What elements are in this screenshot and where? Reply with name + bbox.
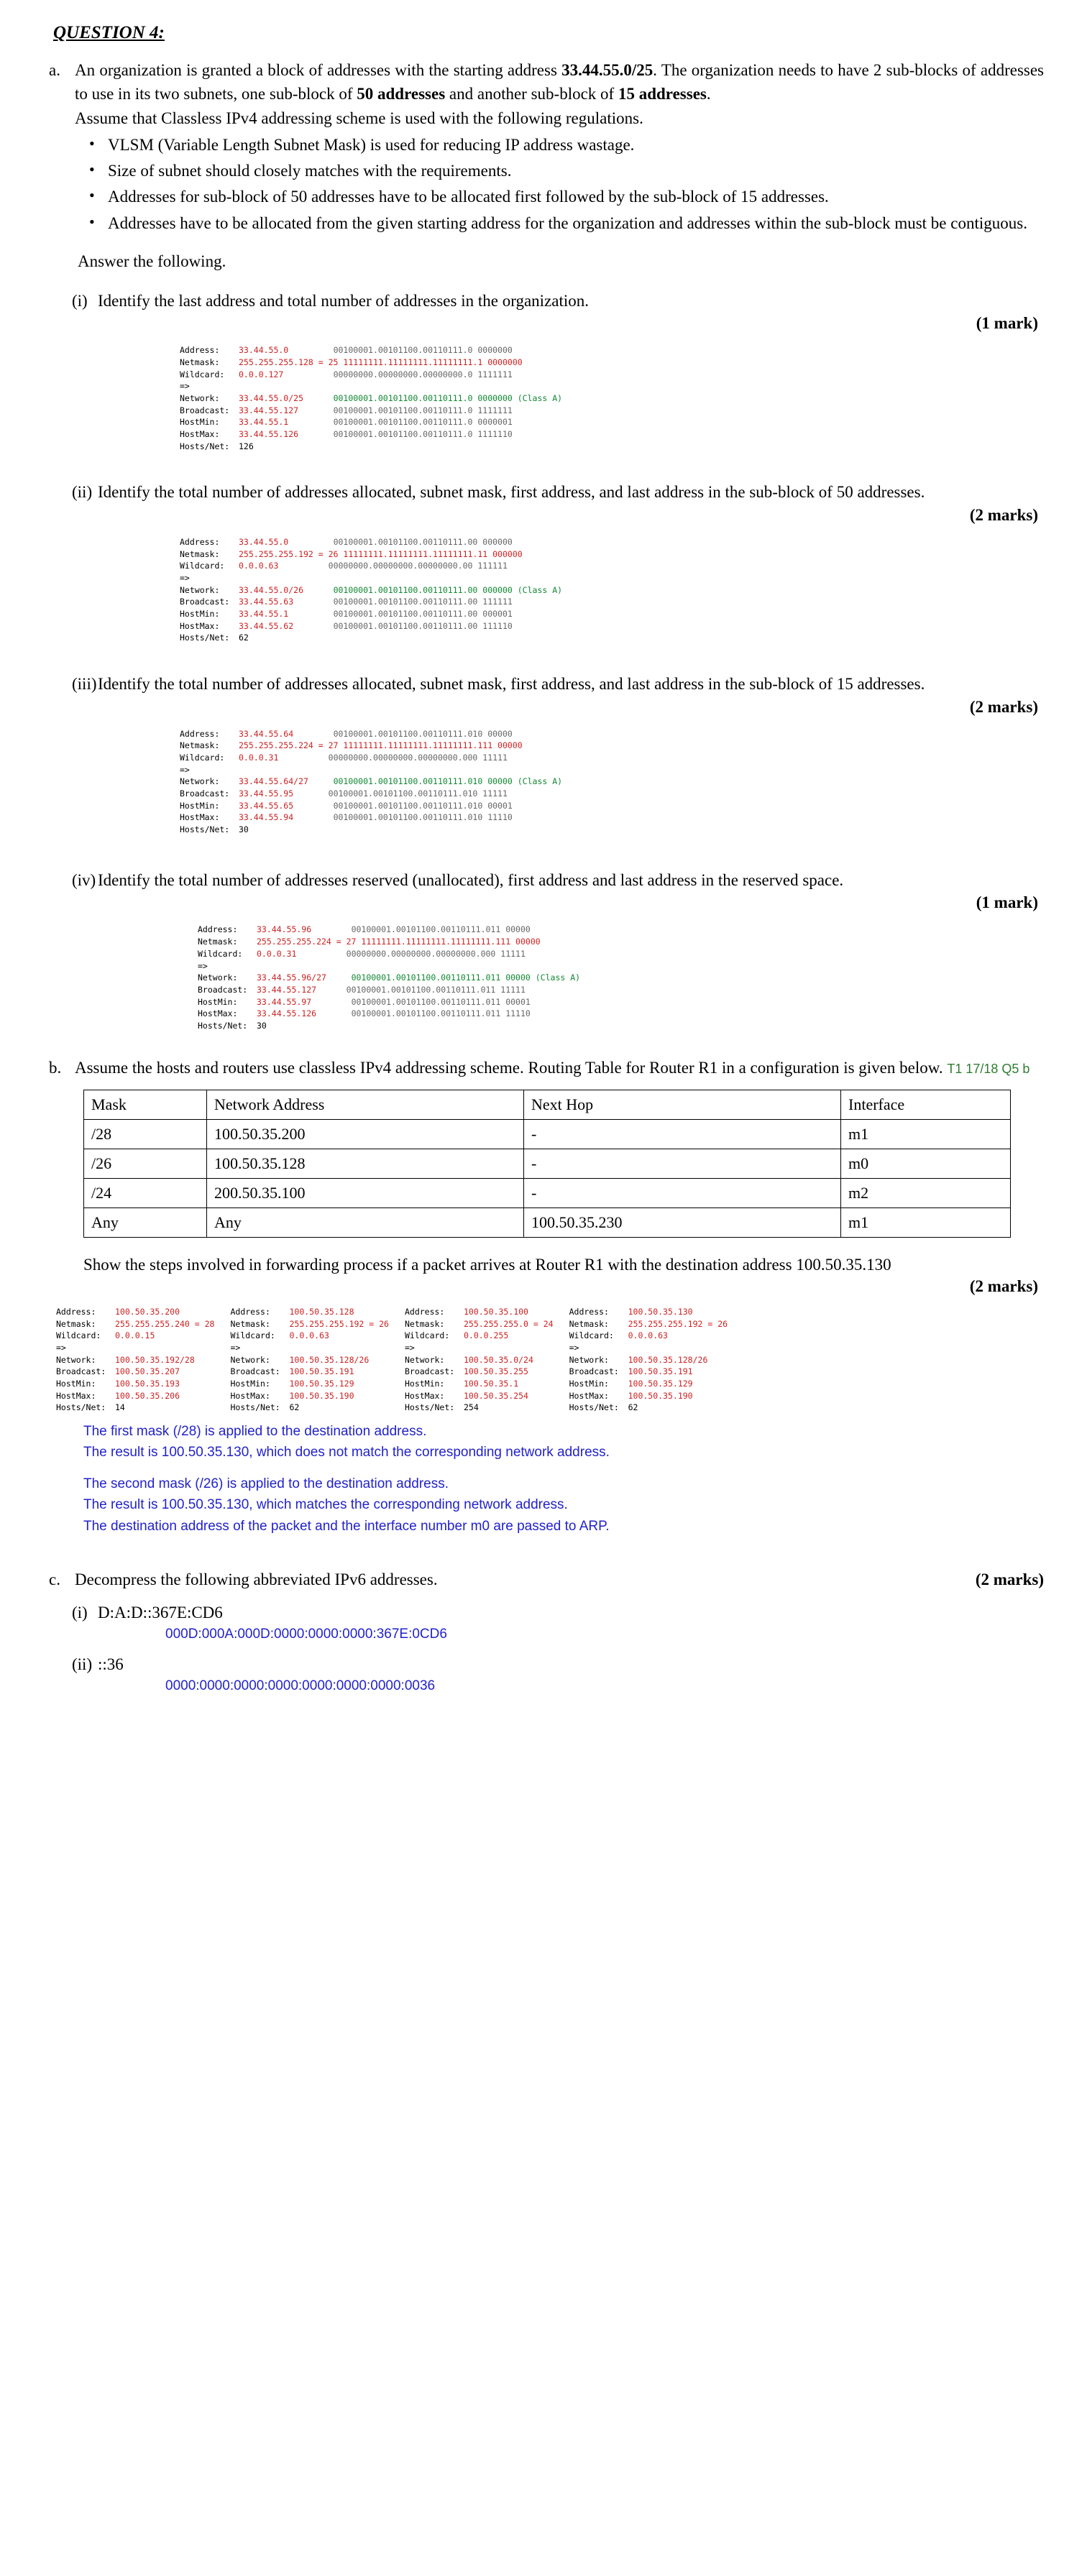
value-network: 100.50.35.0/24: [463, 1354, 533, 1365]
sub-question-iv: [43, 869, 1044, 893]
bullet-item: • Size of subnet should closely matches with the requirements.: [108, 160, 1044, 183]
label-wildcard: Wildcard:: [180, 369, 225, 380]
bits-netmask: 11111111.11111111.11111111.11 000000: [343, 548, 523, 559]
bits-hostmin: 00100001.00101100.00110111.0 0000001: [333, 417, 513, 428]
ip-calc-block-b4: [569, 1306, 728, 1414]
label-hosts: Hosts/Net:: [56, 1402, 106, 1413]
bits-broadcast: 00100001.00101100.00110111.010 11111: [328, 788, 508, 799]
value-broadcast: 100.50.35.207: [115, 1366, 180, 1377]
bits-address: 00100001.00101100.00110111.00 000000: [333, 537, 513, 548]
value-network: 33.44.55.96/27: [257, 972, 326, 983]
cell-network: 100.50.35.128: [207, 1149, 524, 1179]
ip-calc-block-b3: [405, 1306, 554, 1414]
label-wildcard: Wildcard:: [569, 1330, 614, 1341]
routing-table: [83, 1090, 1011, 1238]
value-hostmin: 33.44.55.1: [239, 417, 289, 428]
label-hostmin: HostMin:: [404, 1378, 445, 1389]
value-netmask: 255.255.255.128 = 25: [239, 357, 339, 368]
part-c-text: Decompress the following abbreviated IPv6 addresses.: [75, 1570, 438, 1589]
bits-netmask: 11111111.11111111.11111111.111 00000: [343, 740, 523, 751]
value-wildcard: 0.0.0.31: [239, 753, 279, 763]
part-c-i-question: D:A:D::367E:CD6: [98, 1603, 223, 1622]
value-hostmin: 33.44.55.1: [239, 609, 289, 620]
note-gap: [83, 1463, 1044, 1473]
part-b-show-steps: Show the steps involved in forwarding process if a packet arrives at Router R1 with the destination address 100.50.35.130: [83, 1256, 891, 1274]
value-address: 100.50.35.128: [289, 1306, 354, 1317]
arrow-divider: =>: [180, 381, 190, 392]
bits-hostmax: 00100001.00101100.00110111.010 11110: [333, 812, 513, 823]
bits-address: 00100001.00101100.00110111.010 00000: [333, 728, 513, 739]
cell-nexthop: -: [524, 1179, 841, 1208]
cell-interface: m1: [841, 1120, 1011, 1149]
ip-calc-block-b2: [230, 1306, 388, 1414]
pa-p1-end: .: [706, 84, 711, 103]
part-a-bullet-list: [75, 134, 1044, 235]
value-netmask: 255.255.255.224 = 27: [239, 740, 339, 751]
value-broadcast: 33.44.55.63: [239, 597, 294, 607]
label-hostmax: HostMax:: [56, 1390, 96, 1401]
label-address: Address:: [56, 1306, 96, 1317]
value-netmask: 255.255.255.192 = 26: [239, 548, 339, 559]
bullet-item: • Addresses have to be allocated from the given starting address for the organization and addresses within the sub-block must be contiguous.: [108, 212, 1044, 235]
label-network: Network:: [180, 776, 220, 787]
note-line: The second mask (/26) is applied to the destination address.: [83, 1476, 449, 1491]
label-broadcast: Broadcast:: [180, 405, 230, 415]
part-b-source-tag: T1 17/18 Q5 b: [947, 1061, 1030, 1076]
bits-hostmin: 00100001.00101100.00110111.00 000001: [333, 609, 513, 620]
label-broadcast: Broadcast:: [569, 1366, 619, 1377]
cell-mask: /24: [84, 1179, 207, 1208]
forwarding-notes: [83, 1421, 1044, 1537]
value-address: 100.50.35.200: [115, 1306, 180, 1317]
value-wildcard: 0.0.0.31: [257, 948, 297, 959]
cell-interface: m0: [841, 1149, 1011, 1179]
bits-hostmin: 00100001.00101100.00110111.011 00001: [351, 996, 531, 1007]
arrow-divider: =>: [198, 960, 208, 971]
part-c-marker: c.: [49, 1570, 60, 1589]
label-hostmin: HostMin:: [230, 1378, 270, 1389]
note-line: The result is 100.50.35.130, which matches the corresponding network address.: [83, 1497, 568, 1513]
bits-wildcard: 00000000.00000000.00000000.00 111111: [328, 561, 508, 571]
value-broadcast: 33.44.55.95: [239, 788, 294, 799]
value-address: 33.44.55.0: [239, 345, 289, 356]
part-c-i-answer: 000D:000A:000D:0000:0000:0000:367E:0CD6: [165, 1626, 447, 1642]
label-address: Address:: [404, 1306, 445, 1317]
label-hosts: Hosts/Net:: [180, 441, 230, 451]
part-b-body: [75, 1057, 1044, 1080]
value-network: 100.50.35.128/26: [628, 1354, 708, 1365]
value-network: 100.50.35.192/28: [115, 1354, 195, 1365]
value-hostmax: 100.50.35.206: [115, 1390, 180, 1401]
note-line: The first mask (/28) is applied to the destination address.: [83, 1423, 427, 1439]
bits-broadcast: 00100001.00101100.00110111.011 11111: [346, 984, 526, 995]
label-address: Address:: [180, 537, 220, 548]
part-b-calc-row: [56, 1306, 1044, 1414]
pa-p1-mid: . The organization needs to have 2 sub-blocks of addresses to use in its two subnets, one sub-block of: [75, 61, 1045, 103]
part-b-marks: (2 marks): [969, 1276, 1038, 1295]
label-netmask: Netmask:: [180, 740, 220, 751]
value-broadcast: 100.50.35.255: [463, 1366, 528, 1377]
part-a-body: [75, 59, 1044, 238]
value-address: 100.50.35.130: [628, 1306, 693, 1317]
value-hosts: 126: [239, 441, 254, 451]
part-a-paragraph-2: Assume that Classless IPv4 addressing scheme is used with the following regulations.: [75, 109, 643, 128]
col-mask: Mask: [84, 1090, 207, 1120]
value-wildcard: 0.0.0.63: [239, 561, 279, 571]
value-hostmin: 100.50.35.129: [628, 1378, 693, 1389]
label-wildcard: Wildcard:: [404, 1330, 450, 1341]
label-hostmin: HostMin:: [180, 609, 220, 620]
label-broadcast: Broadcast:: [56, 1366, 106, 1377]
sub-iv-marker: (iv): [72, 870, 96, 889]
label-address: Address:: [198, 924, 238, 935]
cell-nexthop: -: [524, 1149, 841, 1179]
value-address: 33.44.55.96: [257, 924, 312, 935]
value-netmask: 255.255.255.240 = 28: [115, 1318, 215, 1329]
label-netmask: Netmask:: [56, 1318, 96, 1329]
value-hostmin: 100.50.35.1: [463, 1378, 519, 1389]
bits-netmask: 11111111.11111111.11111111.111 00000: [361, 937, 541, 947]
sub-iv-text: Identify the total number of addresses reserved (unallocated), first address and last address in the reserved space.: [98, 870, 844, 889]
value-broadcast: 100.50.35.191: [289, 1366, 354, 1377]
bits-hostmax: 00100001.00101100.00110111.0 1111110: [333, 429, 513, 440]
col-network-address: Network Address: [207, 1090, 524, 1120]
label-network: Network:: [180, 393, 220, 404]
value-hosts: 14: [115, 1402, 125, 1413]
sub-iii-text: Identify the total number of addresses allocated, subnet mask, first address, and last address in the sub-block of 15 addresses.: [98, 675, 925, 694]
label-broadcast: Broadcast:: [230, 1366, 280, 1377]
col-next-hop: Next Hop: [524, 1090, 841, 1120]
label-hostmin: HostMin:: [180, 800, 220, 811]
table-row: [84, 1208, 1011, 1238]
label-hosts: Hosts/Net:: [180, 824, 230, 835]
label-address: Address:: [180, 345, 220, 356]
arrow-divider: =>: [230, 1342, 241, 1353]
value-network: 33.44.55.0/26: [239, 584, 304, 595]
value-broadcast: 100.50.35.191: [628, 1366, 693, 1377]
cell-nexthop: 100.50.35.230: [524, 1208, 841, 1238]
pa-p1-address: 33.44.55.0/25: [561, 61, 653, 79]
answer-the-following: Answer the following.: [78, 252, 226, 270]
ip-calc-block-b1: [56, 1306, 214, 1414]
value-hostmax: 33.44.55.62: [239, 620, 294, 631]
bits-address: 00100001.00101100.00110111.0 0000000: [333, 345, 513, 356]
label-netmask: Netmask:: [180, 357, 220, 368]
label-netmask: Netmask:: [230, 1318, 270, 1329]
bits-hostmin: 00100001.00101100.00110111.010 00001: [333, 800, 513, 811]
part-c-marks: (2 marks): [975, 1570, 1044, 1589]
cell-interface: m1: [841, 1208, 1011, 1238]
network-class: (Class A): [535, 972, 581, 983]
label-network: Network:: [404, 1354, 445, 1365]
network-class: (Class A): [517, 776, 563, 787]
value-broadcast: 33.44.55.127: [257, 984, 317, 995]
value-network: 100.50.35.128/26: [289, 1354, 370, 1365]
value-hostmin: 33.44.55.97: [257, 996, 312, 1007]
ip-calc-block-ii: [180, 536, 1044, 644]
cell-interface: m2: [841, 1179, 1011, 1208]
arrow-divider: =>: [569, 1342, 579, 1353]
page-title: QUESTION 4:: [53, 23, 165, 42]
label-wildcard: Wildcard:: [56, 1330, 101, 1341]
note-line: The result is 100.50.35.130, which does not match the corresponding network address.: [83, 1445, 610, 1460]
bullet-item: • Addresses for sub-block of 50 addresses have to be allocated first followed by the sub-block of 15 addresses.: [108, 185, 1044, 208]
note-line: The destination address of the packet and the interface number m0 are passed to ARP.: [83, 1518, 610, 1534]
sub-question-iii: [43, 673, 1044, 696]
value-hosts: 254: [463, 1402, 479, 1413]
sub-i-text: Identify the last address and total number of addresses in the organization.: [98, 291, 589, 310]
value-hostmax: 33.44.55.126: [239, 429, 299, 440]
ip-calc-block-iv: [198, 924, 1044, 1031]
label-broadcast: Broadcast:: [180, 597, 230, 607]
label-netmask: Netmask:: [404, 1318, 445, 1329]
part-a-paragraph-1: [75, 59, 1044, 106]
bits-hostmax: 00100001.00101100.00110111.00 111110: [333, 620, 513, 631]
bits-hostmax: 00100001.00101100.00110111.011 11110: [351, 1008, 531, 1019]
value-address: 100.50.35.100: [463, 1306, 528, 1317]
value-hosts: 30: [257, 1020, 267, 1031]
arrow-divider: =>: [180, 764, 190, 775]
col-interface: Interface: [841, 1090, 1011, 1120]
value-hosts: 62: [289, 1402, 300, 1413]
value-hosts: 62: [628, 1402, 638, 1413]
value-address: 33.44.55.0: [239, 537, 289, 548]
cell-mask: /28: [84, 1120, 207, 1149]
sub-question-i: [43, 290, 1044, 313]
value-broadcast: 33.44.55.127: [239, 405, 299, 415]
pa-p1-fifty: 50 addresses: [357, 84, 446, 103]
part-b-marker: b.: [49, 1058, 62, 1077]
value-network: 33.44.55.0/25: [239, 393, 304, 404]
label-hosts: Hosts/Net:: [198, 1020, 248, 1031]
label-hosts: Hosts/Net:: [180, 632, 230, 643]
label-hostmax: HostMax:: [230, 1390, 270, 1401]
label-hostmin: HostMin:: [180, 417, 220, 428]
bits-network: 00100001.00101100.00110111.00 000000: [333, 584, 513, 595]
label-wildcard: Wildcard:: [198, 948, 243, 959]
value-netmask: 255.255.255.224 = 27: [257, 937, 357, 947]
label-address: Address:: [180, 728, 220, 739]
network-class: (Class A): [517, 584, 563, 595]
value-netmask: 255.255.255.192 = 26: [289, 1318, 389, 1329]
label-network: Network:: [180, 584, 220, 595]
label-address: Address:: [569, 1306, 609, 1317]
label-broadcast: Broadcast:: [404, 1366, 455, 1377]
bits-wildcard: 00000000.00000000.00000000.0 1111111: [333, 369, 513, 380]
label-hosts: Hosts/Net:: [230, 1402, 280, 1413]
label-network: Network:: [569, 1354, 609, 1365]
part-c-item-ii: [43, 1655, 1044, 1674]
part-c-ii-question: ::36: [98, 1655, 124, 1673]
label-broadcast: Broadcast:: [180, 788, 230, 799]
value-hostmin: 100.50.35.193: [115, 1378, 180, 1389]
part-c-i-marker: (i): [72, 1603, 88, 1622]
value-hosts: 30: [239, 824, 249, 835]
label-hostmax: HostMax:: [180, 812, 220, 823]
value-hostmin: 33.44.55.65: [239, 800, 294, 811]
ip-calc-block-iii: [180, 728, 1044, 836]
table-row: [84, 1149, 1011, 1179]
value-hostmax: 100.50.35.254: [463, 1390, 528, 1401]
value-wildcard: 0.0.0.63: [628, 1330, 668, 1341]
value-wildcard: 0.0.0.15: [115, 1330, 155, 1341]
value-wildcard: 0.0.0.63: [289, 1330, 329, 1341]
value-address: 33.44.55.64: [239, 728, 294, 739]
label-hostmax: HostMax:: [180, 620, 220, 631]
part-c-ii-marker: (ii): [72, 1655, 93, 1673]
sub-i-marks: (1 mark): [976, 314, 1038, 333]
label-wildcard: Wildcard:: [180, 561, 225, 571]
part-c-item-i: [43, 1604, 1044, 1622]
part-c-ii-answer: 0000:0000:0000:0000:0000:0000:0000:0036: [165, 1678, 436, 1693]
part-a-marker: a.: [49, 61, 60, 79]
ip-calc-block-i: [180, 344, 1044, 452]
label-broadcast: Broadcast:: [198, 984, 248, 995]
label-hostmin: HostMin:: [198, 996, 238, 1007]
label-hosts: Hosts/Net:: [404, 1402, 455, 1413]
part-c: [43, 1568, 1044, 1592]
label-hostmax: HostMax:: [180, 429, 220, 440]
value-hostmax: 33.44.55.126: [257, 1008, 317, 1019]
label-netmask: Netmask:: [180, 548, 220, 559]
label-wildcard: Wildcard:: [230, 1330, 275, 1341]
value-wildcard: 0.0.0.127: [239, 369, 284, 380]
bits-address: 00100001.00101100.00110111.011 00000: [351, 924, 531, 935]
bits-wildcard: 00000000.00000000.00000000.000 11111: [328, 753, 508, 763]
table-row: [84, 1179, 1011, 1208]
arrow-divider: =>: [404, 1342, 415, 1353]
label-hostmax: HostMax:: [198, 1008, 238, 1019]
value-network: 33.44.55.64/27: [239, 776, 308, 787]
label-hostmin: HostMin:: [56, 1378, 96, 1389]
cell-mask: Any: [84, 1208, 207, 1238]
label-address: Address:: [230, 1306, 270, 1317]
label-network: Network:: [56, 1354, 96, 1365]
label-network: Network:: [198, 972, 238, 983]
part-b: [43, 1057, 1044, 1080]
label-network: Network:: [230, 1354, 270, 1365]
label-wildcard: Wildcard:: [180, 753, 225, 763]
arrow-divider: =>: [180, 573, 190, 584]
label-netmask: Netmask:: [198, 937, 238, 947]
value-hosts: 62: [239, 632, 249, 643]
table-header-row: [84, 1090, 1011, 1120]
label-hostmax: HostMax:: [404, 1390, 445, 1401]
value-hostmax: 33.44.55.94: [239, 812, 294, 823]
value-netmask: 255.255.255.0 = 24: [463, 1318, 554, 1329]
value-hostmin: 100.50.35.129: [289, 1378, 354, 1389]
bits-network: 00100001.00101100.00110111.011 00000: [351, 972, 531, 983]
cell-network: 100.50.35.200: [207, 1120, 524, 1149]
value-wildcard: 0.0.0.255: [463, 1330, 509, 1341]
bits-broadcast: 00100001.00101100.00110111.0 1111111: [333, 405, 513, 415]
cell-network: Any: [207, 1208, 524, 1238]
sub-ii-marker: (ii): [72, 483, 93, 502]
value-hostmax: 100.50.35.190: [289, 1390, 354, 1401]
bits-wildcard: 00000000.00000000.00000000.000 11111: [346, 948, 526, 959]
cell-nexthop: -: [524, 1120, 841, 1149]
value-netmask: 255.255.255.192 = 26: [628, 1318, 728, 1329]
bits-broadcast: 00100001.00101100.00110111.00 111111: [333, 597, 513, 607]
sub-iii-marker: (iii): [72, 675, 97, 694]
arrow-divider: =>: [56, 1342, 66, 1353]
label-netmask: Netmask:: [569, 1318, 609, 1329]
sub-iii-marks: (2 marks): [969, 697, 1038, 716]
bullet-item: • VLSM (Variable Length Subnet Mask) is used for reducing IP address wastage.: [108, 134, 1044, 157]
table-row: [84, 1120, 1011, 1149]
sub-ii-marks: (2 marks): [969, 506, 1038, 525]
sub-ii-text: Identify the total number of addresses allocated, subnet mask, first address, and last address in the sub-block of 50 addresses.: [98, 483, 925, 502]
pa-p1-fifteen: 15 addresses: [618, 84, 707, 103]
pa-p1-pre: An organization is granted a block of addresses with the starting address: [75, 61, 562, 79]
bits-network: 00100001.00101100.00110111.0 0000000: [333, 393, 513, 404]
label-hosts: Hosts/Net:: [569, 1402, 619, 1413]
bits-network: 00100001.00101100.00110111.010 00000: [333, 776, 513, 787]
bits-netmask: 11111111.11111111.11111111.1 0000000: [343, 357, 523, 368]
cell-mask: /26: [84, 1149, 207, 1179]
value-hostmax: 100.50.35.190: [628, 1390, 693, 1401]
sub-iv-marks: (1 mark): [976, 893, 1038, 912]
sub-i-marker: (i): [72, 291, 88, 310]
label-hostmin: HostMin:: [569, 1378, 609, 1389]
part-b-text: Assume the hosts and routers use classless IPv4 addressing scheme. Routing Table for Router R1 in a configuration is given below.: [75, 1058, 943, 1077]
part-a: [43, 59, 1044, 238]
network-class: (Class A): [517, 393, 563, 404]
sub-question-ii: [43, 481, 1044, 505]
cell-network: 200.50.35.100: [207, 1179, 524, 1208]
part-c-body: [75, 1568, 1044, 1592]
label-hostmax: HostMax:: [569, 1390, 609, 1401]
pa-p1-mid2: and another sub-block of: [445, 84, 618, 103]
